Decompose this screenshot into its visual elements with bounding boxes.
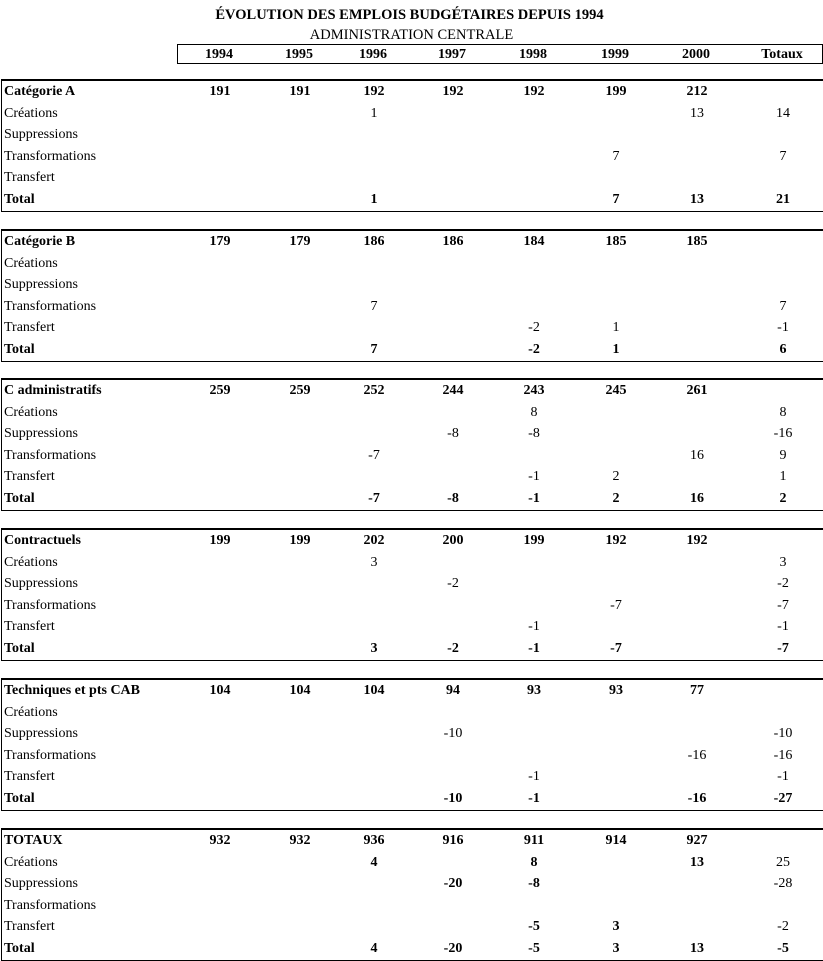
total-row — [2, 488, 823, 510]
table-cell: -1 — [528, 469, 540, 484]
table-cell: 252 — [363, 383, 385, 398]
page-title: ÉVOLUTION DES EMPLOIS BUDGÉTAIRES DEPUIS 1994 — [215, 7, 604, 23]
table-cell: -7 — [368, 447, 380, 463]
table-cell: 13 — [690, 854, 704, 870]
table-cell: 911 — [523, 833, 545, 848]
table-cell: -5 — [528, 919, 540, 934]
table-section — [1, 229, 823, 362]
table-cell: -2 — [777, 919, 789, 934]
table-cell: 927 — [686, 833, 708, 848]
table-cell: -10 — [443, 726, 463, 741]
table-row — [2, 253, 823, 275]
table-cell: 3 — [779, 554, 787, 570]
row-label: Transfert — [4, 320, 55, 335]
table-cell: 4 — [370, 854, 378, 870]
row-label: TOTAUX — [4, 833, 63, 848]
category-row — [2, 231, 823, 253]
table-cell: 25 — [776, 854, 790, 870]
category-row — [2, 680, 823, 702]
total-row — [2, 339, 823, 361]
table-cell: -2 — [447, 640, 459, 656]
table-cell: -8 — [528, 426, 540, 441]
row-label: Transfert — [4, 469, 55, 484]
table-cell: -7 — [368, 490, 380, 506]
table-cell: 7 — [779, 148, 787, 164]
table-cell: 1 — [779, 469, 787, 484]
table-cell: 2 — [612, 469, 620, 484]
table-cell: 4 — [370, 940, 378, 956]
column-header-3: 1997 — [438, 47, 466, 62]
table-cell: -1 — [777, 320, 789, 335]
table-row — [2, 745, 823, 767]
category-row — [2, 81, 823, 103]
table-cell: 185 — [686, 234, 708, 249]
table-row — [2, 573, 823, 595]
table-cell: 2 — [779, 490, 787, 506]
table-cell: -7 — [610, 597, 622, 613]
row-label: Créations — [4, 854, 58, 870]
table-cell: 916 — [442, 833, 464, 848]
table-cell: 192 — [442, 84, 464, 99]
table-row — [2, 616, 823, 638]
table-cell: 8 — [530, 854, 538, 870]
table-section — [1, 79, 823, 212]
table-row — [2, 723, 823, 745]
table-cell: -1 — [528, 769, 540, 784]
row-label: Total — [4, 640, 35, 656]
row-label: Créations — [4, 554, 58, 570]
table-cell: -1 — [777, 619, 789, 634]
table-cell: 1 — [370, 105, 378, 121]
row-label: Total — [4, 790, 35, 806]
table-row — [2, 895, 823, 917]
table-section — [1, 528, 823, 661]
column-header-7: Totaux — [761, 47, 803, 62]
table-cell: 914 — [605, 833, 627, 848]
table-cell: -7 — [610, 640, 622, 656]
category-row — [2, 830, 823, 852]
table-row — [2, 167, 823, 189]
row-label: Créations — [4, 105, 58, 121]
table-row — [2, 146, 823, 168]
table-cell: -1 — [528, 640, 540, 656]
row-label: Suppressions — [4, 876, 78, 891]
table-cell: 94 — [446, 683, 460, 698]
table-cell: -8 — [447, 426, 459, 441]
table-cell: 1 — [612, 341, 620, 357]
row-label: Suppressions — [4, 426, 78, 441]
table-cell: 93 — [527, 683, 541, 698]
table-cell: 7 — [612, 191, 620, 207]
table-cell: 192 — [686, 533, 708, 548]
table-cell: 212 — [686, 84, 708, 99]
row-label: Transfert — [4, 919, 55, 934]
column-header-0: 1994 — [205, 47, 233, 62]
page-subtitle: ADMINISTRATION CENTRALE — [309, 27, 514, 43]
row-label: Catégorie A — [4, 84, 76, 99]
table-row — [2, 445, 823, 467]
row-label: Contractuels — [4, 533, 81, 548]
table-row — [2, 873, 823, 895]
table-cell: 7 — [779, 298, 787, 314]
table-row — [2, 317, 823, 339]
table-cell: 179 — [209, 234, 231, 249]
table-cell: 7 — [612, 148, 620, 164]
table-cell: 77 — [690, 683, 704, 698]
table-cell: -2 — [447, 576, 459, 591]
table-cell: 244 — [442, 383, 464, 398]
row-label: Créations — [4, 255, 58, 271]
row-label: Suppressions — [4, 726, 78, 741]
table-cell: 186 — [442, 234, 464, 249]
table-cell: -5 — [528, 940, 540, 956]
table-cell: -27 — [773, 790, 793, 806]
table-cell: 259 — [289, 383, 311, 398]
table-cell: 7 — [370, 298, 378, 314]
table-row — [2, 466, 823, 488]
row-label: Transfert — [4, 769, 55, 784]
column-header-5: 1999 — [601, 47, 629, 62]
table-cell: 3 — [612, 919, 620, 934]
table-cell: 202 — [363, 533, 385, 548]
row-label: Transformations — [4, 447, 97, 463]
table-cell: 179 — [289, 234, 311, 249]
row-label: Transformations — [4, 597, 97, 613]
row-label: Transformations — [4, 747, 97, 763]
column-header-6: 2000 — [682, 47, 710, 62]
table-cell: 104 — [289, 683, 311, 698]
table-cell: 245 — [605, 383, 627, 398]
row-label: Transformations — [4, 298, 97, 314]
table-cell: -16 — [773, 426, 793, 441]
row-label: C administratifs — [4, 383, 102, 398]
table-cell: 192 — [523, 84, 545, 99]
table-cell: -1 — [777, 769, 789, 784]
table-cell: 932 — [289, 833, 311, 848]
column-header-4: 1998 — [519, 47, 547, 62]
row-label: Transformations — [4, 897, 97, 913]
table-cell: 13 — [690, 940, 704, 956]
table-cell: -2 — [777, 576, 789, 591]
table-cell: 199 — [209, 533, 231, 548]
table-cell: 3 — [370, 640, 378, 656]
table-cell: 93 — [609, 683, 623, 698]
table-cell: 21 — [776, 191, 790, 207]
table-cell: -10 — [773, 726, 793, 741]
table-row — [2, 124, 823, 146]
table-cell: -2 — [528, 341, 540, 357]
table-cell: 932 — [209, 833, 231, 848]
table-row — [2, 274, 823, 296]
table-cell: -1 — [528, 619, 540, 634]
table-cell: 16 — [690, 490, 704, 506]
column-header-1: 1995 — [285, 47, 313, 62]
table-cell: 8 — [530, 404, 538, 420]
table-cell: 13 — [690, 105, 704, 121]
row-label: Total — [4, 191, 35, 207]
table-cell: 184 — [523, 234, 545, 249]
table-cell: -8 — [528, 876, 540, 891]
table-cell: -5 — [777, 940, 789, 956]
table-cell: 259 — [209, 383, 231, 398]
total-row — [2, 638, 823, 660]
column-header-2: 1996 — [359, 47, 387, 62]
table-cell: -20 — [443, 876, 463, 891]
row-label: Transfert — [4, 619, 55, 634]
table-cell: 1 — [612, 320, 620, 335]
row-label: Suppressions — [4, 127, 78, 142]
total-row — [2, 938, 823, 960]
table-cell: 200 — [442, 533, 464, 548]
row-label: Catégorie B — [4, 234, 76, 249]
table-row — [2, 423, 823, 445]
table-cell: 936 — [363, 833, 385, 848]
table-section — [1, 378, 823, 511]
table-cell: 243 — [523, 383, 545, 398]
table-row — [2, 296, 823, 318]
table-row — [2, 402, 823, 424]
category-row — [2, 380, 823, 402]
table-cell: 191 — [289, 84, 311, 99]
table-cell: -7 — [777, 640, 789, 656]
table-cell: 1 — [370, 191, 378, 207]
row-label: Créations — [4, 404, 58, 420]
table-cell: 261 — [686, 383, 708, 398]
table-cell: 3 — [370, 554, 378, 570]
table-row — [2, 552, 823, 574]
row-label: Transformations — [4, 148, 97, 164]
table-cell: -16 — [687, 790, 707, 806]
table-cell: -28 — [773, 876, 793, 891]
table-cell: 6 — [779, 341, 787, 357]
table-row — [2, 595, 823, 617]
table-cell: 16 — [690, 447, 704, 463]
total-row — [2, 788, 823, 810]
table-row — [2, 766, 823, 788]
row-label: Créations — [4, 704, 58, 720]
table-row — [2, 916, 823, 938]
table-cell: 2 — [612, 490, 620, 506]
row-label: Total — [4, 490, 35, 506]
table-row — [2, 852, 823, 874]
table-cell: 185 — [605, 234, 627, 249]
table-cell: -1 — [528, 490, 540, 506]
category-row — [2, 530, 823, 552]
table-section — [1, 828, 823, 961]
table-cell: 3 — [612, 940, 620, 956]
row-label: Suppressions — [4, 576, 78, 591]
table-cell: -20 — [443, 940, 463, 956]
table-section — [1, 678, 823, 811]
table-cell: 199 — [289, 533, 311, 548]
row-label: Suppressions — [4, 277, 78, 292]
table-cell: 104 — [209, 683, 231, 698]
row-label: Techniques et pts CAB — [4, 683, 141, 698]
table-cell: -8 — [447, 490, 459, 506]
table-cell: 7 — [370, 341, 378, 357]
table-cell: 104 — [363, 683, 385, 698]
table-cell: 14 — [776, 105, 790, 121]
table-row — [2, 103, 823, 125]
total-row — [2, 189, 823, 211]
table-cell: 9 — [779, 447, 787, 463]
table-cell: -7 — [777, 597, 789, 613]
table-cell: 13 — [690, 191, 704, 207]
table-cell: 186 — [363, 234, 385, 249]
table-cell: -16 — [687, 747, 707, 763]
table-cell: -2 — [528, 320, 540, 335]
table-row — [2, 702, 823, 724]
table-cell: 192 — [363, 84, 385, 99]
table-cell: 199 — [605, 84, 627, 99]
table-cell: 8 — [779, 404, 787, 420]
table-cell: -10 — [443, 790, 463, 806]
row-label: Total — [4, 341, 35, 357]
table-cell: 199 — [523, 533, 545, 548]
row-label: Total — [4, 940, 35, 956]
table-cell: 192 — [605, 533, 627, 548]
table-cell: 191 — [209, 84, 231, 99]
table-cell: -1 — [528, 790, 540, 806]
row-label: Transfert — [4, 170, 55, 185]
table-cell: -16 — [773, 747, 793, 763]
